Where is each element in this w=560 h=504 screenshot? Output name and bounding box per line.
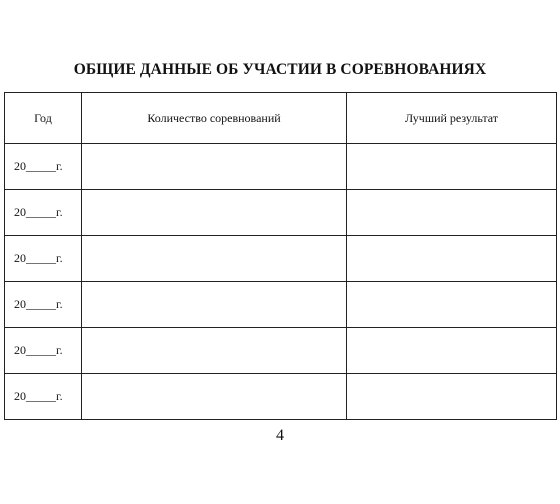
table-row	[5, 282, 557, 328]
header-best-result: Лучший результат	[347, 93, 557, 144]
year-cell: 20_____г.	[5, 282, 82, 328]
best-result-cell[interactable]	[347, 190, 557, 236]
year-cell: 20_____г.	[5, 328, 82, 374]
year-cell: 20_____г.	[5, 374, 82, 420]
competitions-count-cell[interactable]	[82, 282, 347, 328]
table-header-row	[5, 93, 557, 144]
page-number: 4	[276, 427, 284, 444]
year-cell: 20_____г.	[5, 144, 82, 190]
page-title: ОБЩИЕ ДАННЫЕ ОБ УЧАСТИИ В СОРЕВНОВАНИЯХ	[73, 61, 487, 78]
header-competitions-count: Количество соревнований	[82, 93, 347, 144]
table-row	[5, 374, 557, 420]
best-result-cell[interactable]	[347, 374, 557, 420]
table-row	[5, 328, 557, 374]
table-row	[5, 190, 557, 236]
competitions-table	[4, 92, 557, 420]
best-result-cell[interactable]	[347, 236, 557, 282]
year-cell: 20_____г.	[5, 190, 82, 236]
competitions-count-cell[interactable]	[82, 328, 347, 374]
table-row	[5, 236, 557, 282]
best-result-cell[interactable]	[347, 328, 557, 374]
table-row	[5, 144, 557, 190]
competitions-count-cell[interactable]	[82, 190, 347, 236]
best-result-cell[interactable]	[347, 144, 557, 190]
competitions-count-cell[interactable]	[82, 236, 347, 282]
header-year: Год	[5, 93, 82, 144]
best-result-cell[interactable]	[347, 282, 557, 328]
competitions-count-cell[interactable]	[82, 144, 347, 190]
year-cell: 20_____г.	[5, 236, 82, 282]
competitions-count-cell[interactable]	[82, 374, 347, 420]
